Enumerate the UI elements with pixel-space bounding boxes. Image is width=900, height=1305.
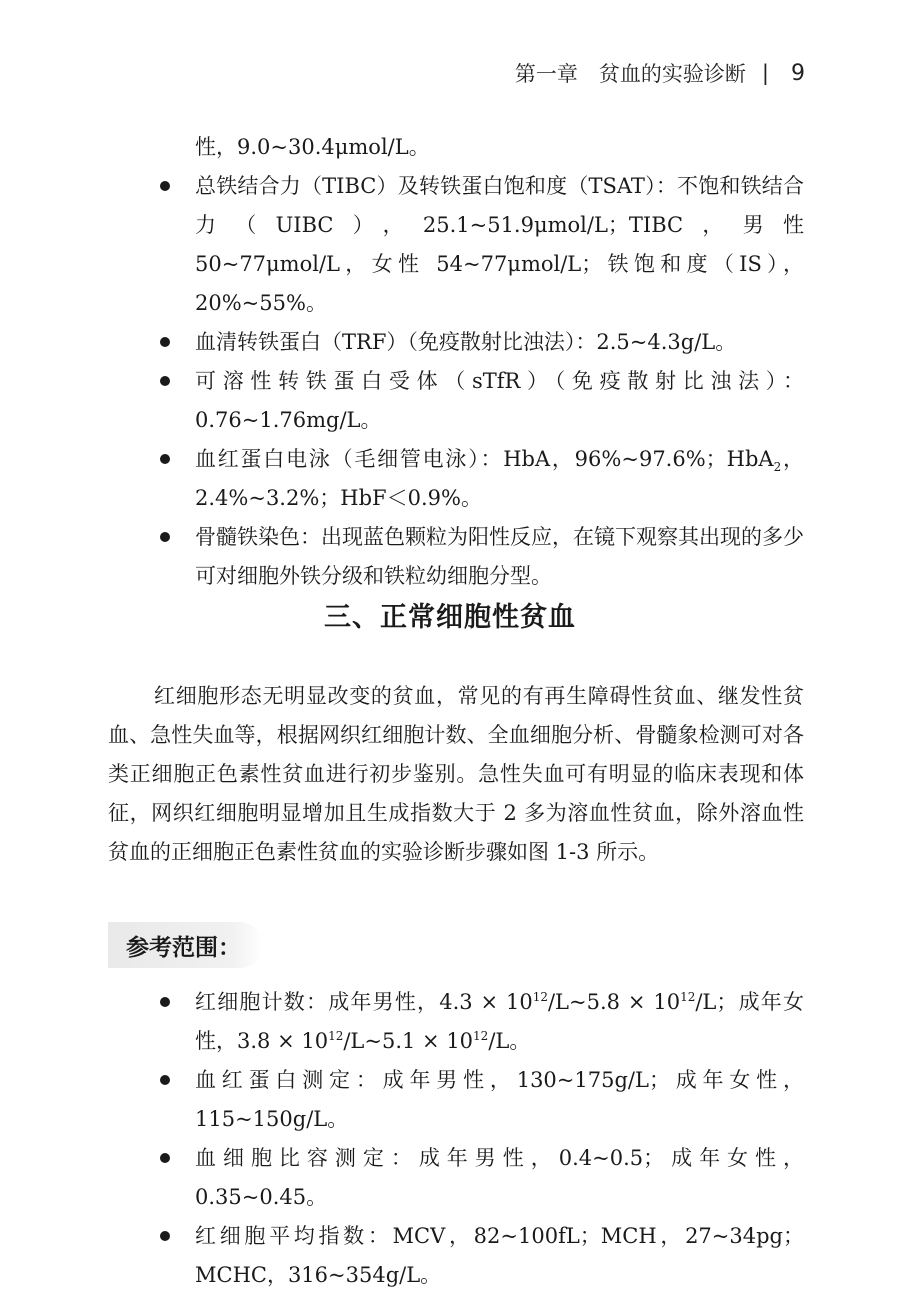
header-separator: | bbox=[761, 61, 769, 85]
text-part: /L。 bbox=[488, 1029, 531, 1053]
list-item-text bbox=[195, 447, 804, 510]
text-part: /L~5.8 × 10 bbox=[547, 990, 681, 1014]
list-item-text: 可溶性转铁蛋白受体（sTfR）（免疫散射比浊法）：0.76~1.76mg/L。 bbox=[195, 369, 804, 432]
bullet-icon bbox=[160, 376, 170, 386]
text-part: ，2.4%~3.2%；HbF＜0.9%。 bbox=[195, 447, 805, 510]
list-continuation: 性，9.0~30.4μmol/L。 bbox=[195, 135, 430, 159]
bullet-icon bbox=[160, 454, 170, 464]
body-paragraph: 红细胞形态无明显改变的贫血，常见的有再生障碍性贫血、继发性贫血、急性失血等，根据网织红细胞计数、全血细胞分析、骨髓象检测可对各类正细胞正色素性贫血进行初步鉴别。急性失血可有明显的临床表现和体征，网织红细胞明显增加且生成指数大于 2 多为溶血性贫血，除外溶血性贫血的正细胞正色素性贫血的实验诊断步骤如图 1-3 所示。 bbox=[108, 684, 804, 864]
list-item-text: 骨髓铁染色：出现蓝色颗粒为阳性反应，在镜下观察其出现的多少可对细胞外铁分级和铁粒幼细胞分型。 bbox=[195, 525, 804, 588]
list-item-text: 总铁结合力（TIBC）及转铁蛋白饱和度（TSAT）：不饱和铁结合力（UIBC），25.1~51.9μmol/L；TIBC，男性 50~77μmol/L，女性 54~77μmol/L；铁饱和度（IS），20%~55%。 bbox=[195, 174, 804, 315]
list-item-stfr bbox=[160, 362, 804, 440]
list-item-rbc-indices bbox=[160, 1217, 804, 1295]
superscript: 12 bbox=[532, 990, 548, 1004]
bullet-icon bbox=[160, 181, 170, 191]
bullet-icon bbox=[160, 997, 170, 1007]
text-part: 血红蛋白电泳（毛细管电泳）：HbA，96%~97.6%；HbA bbox=[195, 447, 774, 471]
list-item-text bbox=[195, 990, 804, 1053]
bullet-icon bbox=[160, 337, 170, 347]
superscript: 12 bbox=[680, 990, 696, 1004]
list-item-hemoglobin bbox=[160, 1061, 804, 1139]
bullet-icon bbox=[160, 1075, 170, 1085]
iron-reference-list bbox=[160, 128, 804, 596]
text-part: /L~5.1 × 10 bbox=[343, 1029, 474, 1053]
superscript: 12 bbox=[328, 1029, 344, 1043]
bullet-icon bbox=[160, 532, 170, 542]
list-item-text: 血红蛋白测定：成年男性，130~175g/L；成年女性，115~150g/L。 bbox=[195, 1068, 804, 1131]
list-item-trf bbox=[160, 323, 804, 362]
list-item-hematocrit bbox=[160, 1139, 804, 1217]
bullet-icon bbox=[160, 1231, 170, 1241]
reference-range-label: 参考范围： bbox=[108, 922, 263, 968]
subscript: 2 bbox=[773, 460, 782, 475]
chapter-title: 第一章 贫血的实验诊断 bbox=[514, 62, 746, 86]
list-item-marrow-iron-stain bbox=[160, 518, 804, 596]
text-part: 红细胞计数：成年男性，4.3 × 10 bbox=[195, 990, 533, 1014]
text-part: /L；成年女性，3.8 × 10 bbox=[195, 990, 804, 1053]
list-item-hb-electrophoresis bbox=[160, 440, 804, 518]
list-item-rbc-count bbox=[160, 983, 804, 1061]
page-number: 9 bbox=[791, 60, 805, 86]
list-item-text: 红细胞平均指数：MCV，82~100fL；MCH，27~34pg；MCHC，316~354g/L。 bbox=[195, 1224, 804, 1287]
superscript: 12 bbox=[473, 1029, 489, 1043]
list-item-text: 血清转铁蛋白（TRF）（免疫散射比浊法）：2.5~4.3g/L。 bbox=[195, 330, 737, 354]
page-header bbox=[515, 58, 805, 88]
section-title: 三、正常细胞性贫血 bbox=[324, 602, 576, 633]
list-item-tibc bbox=[160, 167, 804, 323]
bullet-icon bbox=[160, 1153, 170, 1163]
list-item-text: 血细胞比容测定：成年男性，0.4~0.5；成年女性，0.35~0.45。 bbox=[195, 1146, 804, 1209]
blood-reference-list bbox=[160, 983, 804, 1295]
